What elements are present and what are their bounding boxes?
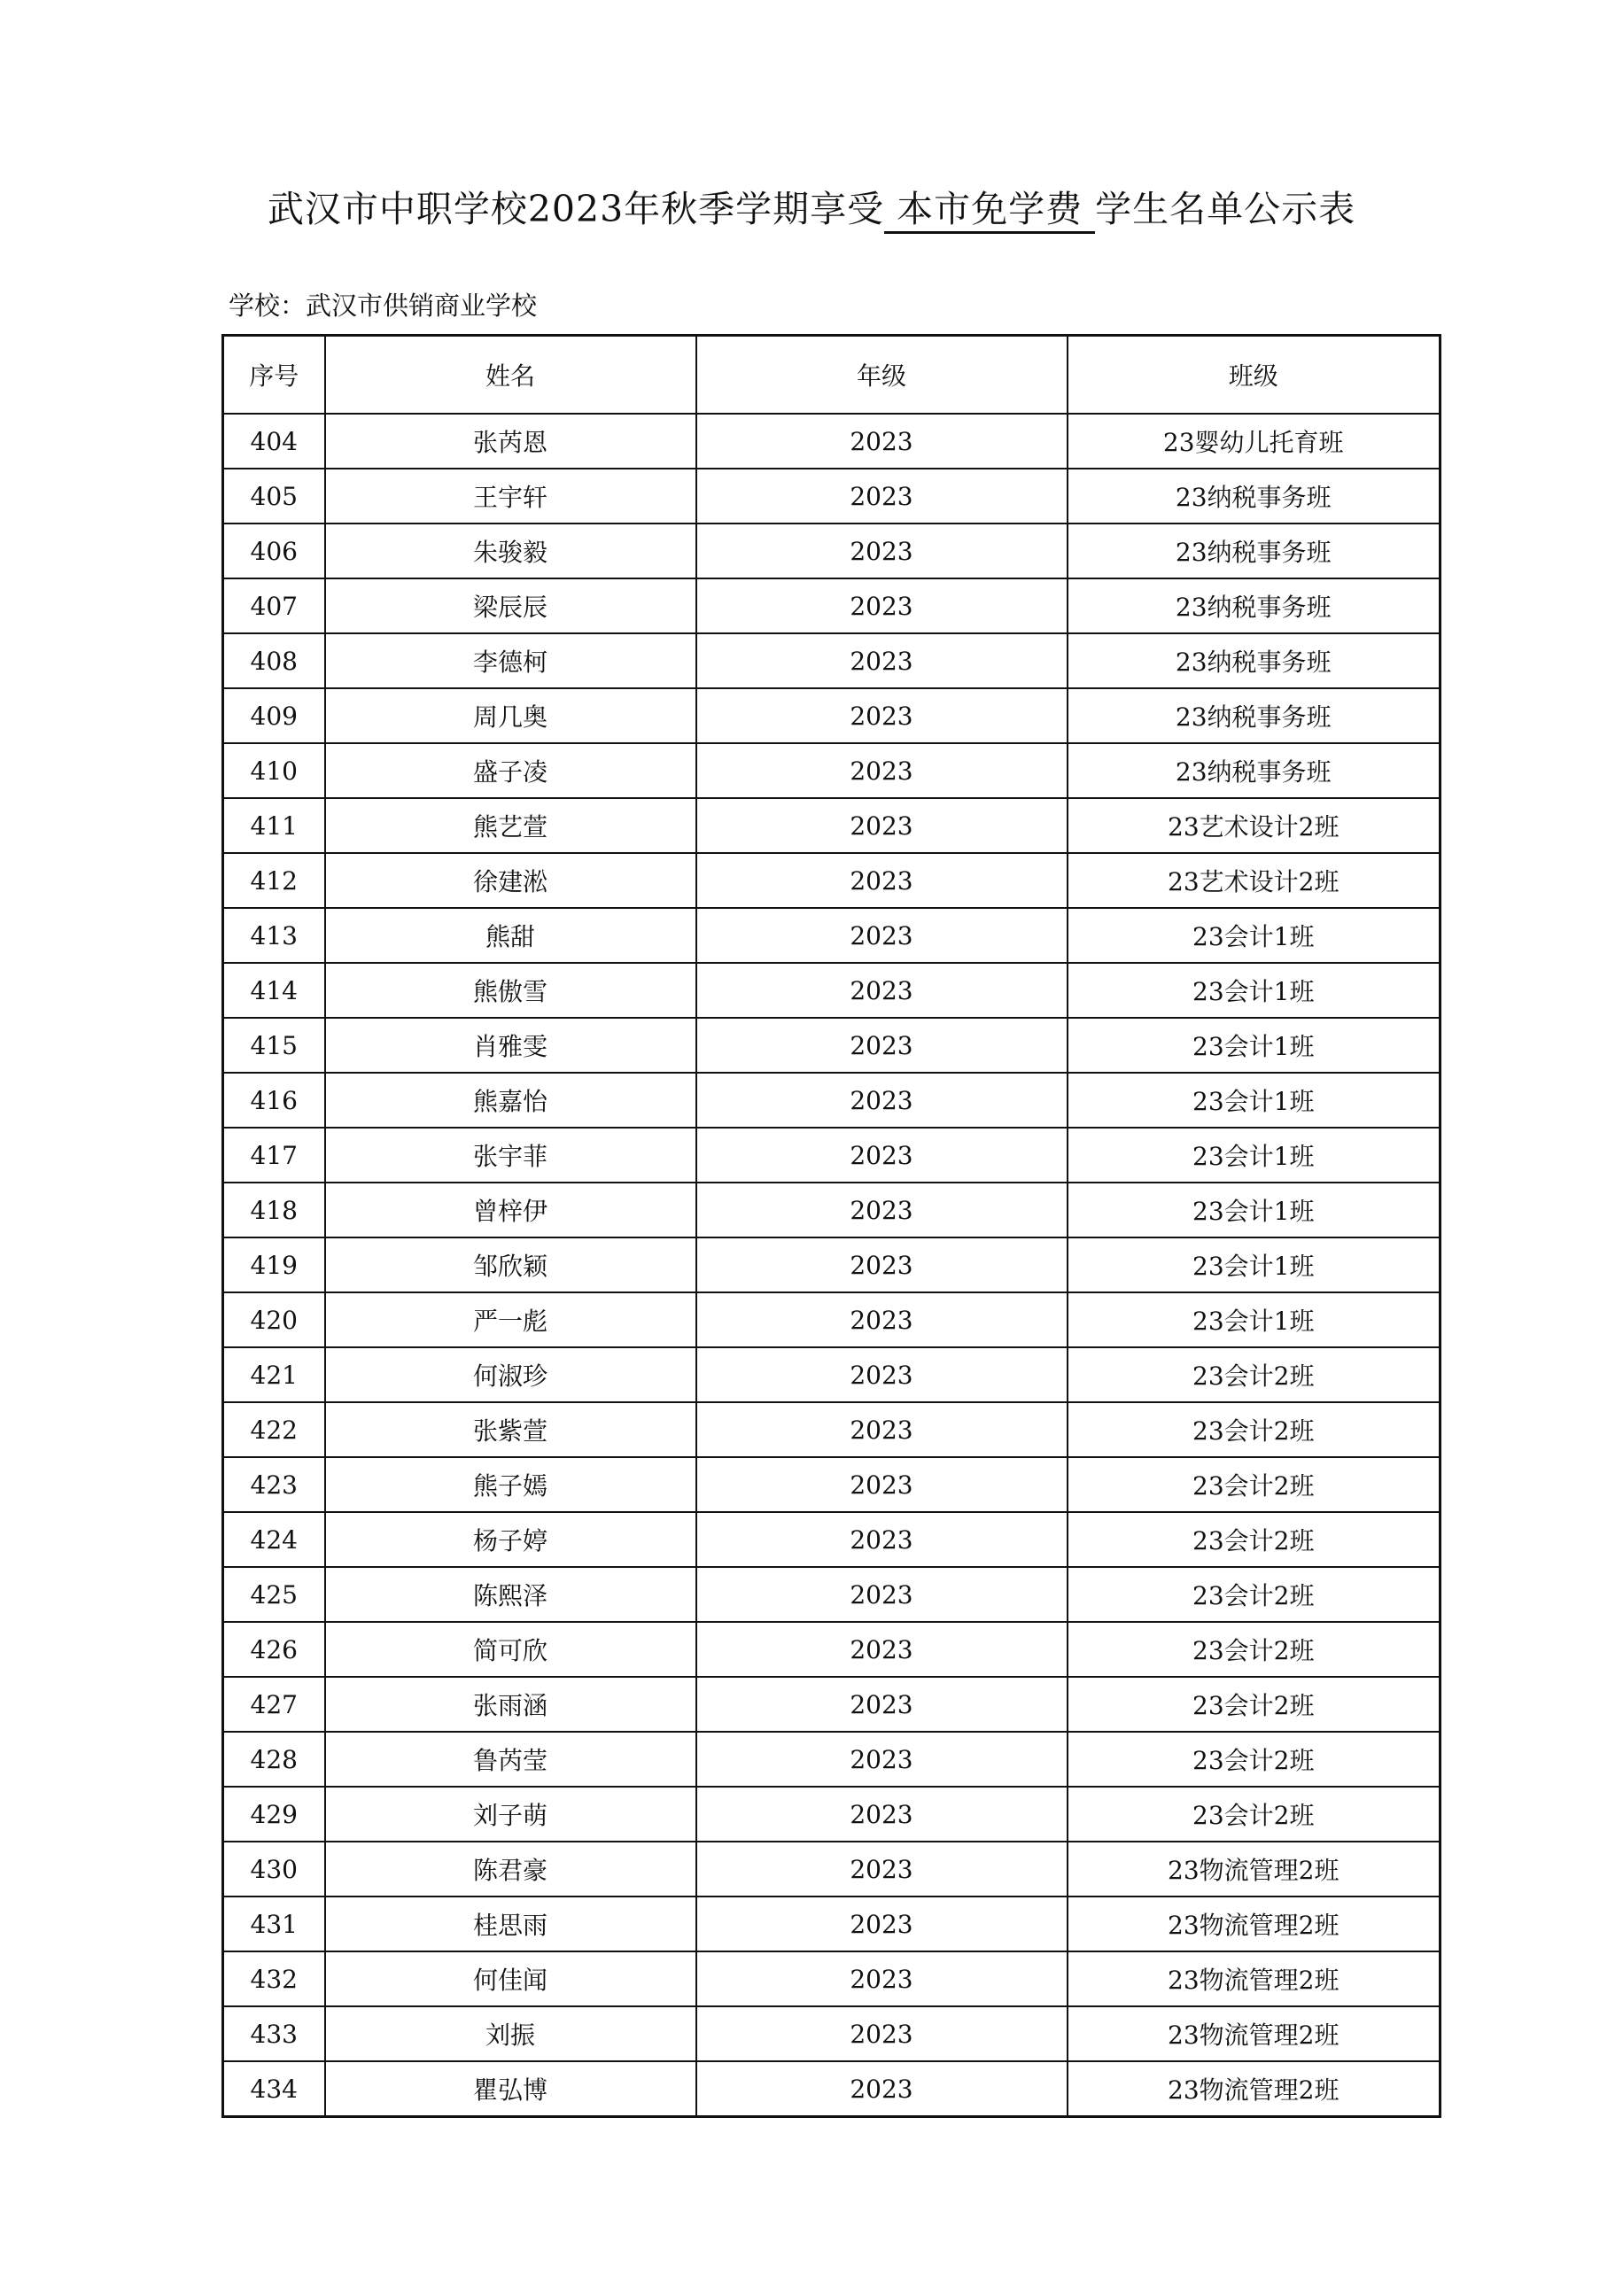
cell-grade: 2023 xyxy=(696,1347,1068,1402)
cell-class: 23会计2班 xyxy=(1068,1402,1441,1457)
cell-class: 23物流管理2班 xyxy=(1068,2006,1441,2061)
table-row xyxy=(223,1732,1441,1787)
table-row xyxy=(223,1018,1441,1073)
cell-grade: 2023 xyxy=(696,1897,1068,1951)
cell-class: 23物流管理2班 xyxy=(1068,1897,1441,1951)
cell-grade: 2023 xyxy=(696,2061,1068,2117)
table-row xyxy=(223,2061,1441,2117)
cell-name: 熊傲雪 xyxy=(325,963,696,1018)
cell-seq: 420 xyxy=(223,1292,325,1347)
cell-grade: 2023 xyxy=(696,688,1068,743)
cell-seq: 407 xyxy=(223,578,325,633)
cell-grade: 2023 xyxy=(696,2006,1068,2061)
cell-grade: 2023 xyxy=(696,1787,1068,1842)
cell-name: 桂思雨 xyxy=(325,1897,696,1951)
cell-grade: 2023 xyxy=(696,578,1068,633)
cell-grade: 2023 xyxy=(696,1073,1068,1128)
cell-name: 张紫萱 xyxy=(325,1402,696,1457)
cell-seq: 431 xyxy=(223,1897,325,1951)
header-seq: 序号 xyxy=(223,336,325,415)
cell-name: 张芮恩 xyxy=(325,414,696,469)
cell-seq: 434 xyxy=(223,2061,325,2117)
table-row xyxy=(223,798,1441,853)
cell-name: 简可欣 xyxy=(325,1622,696,1677)
cell-name: 杨子婷 xyxy=(325,1512,696,1567)
table-row xyxy=(223,1128,1441,1183)
cell-grade: 2023 xyxy=(696,853,1068,908)
cell-grade: 2023 xyxy=(696,743,1068,798)
cell-class: 23会计2班 xyxy=(1068,1732,1441,1787)
cell-seq: 413 xyxy=(223,908,325,963)
cell-name: 刘子萌 xyxy=(325,1787,696,1842)
school-name: 武汉市供销商业学校 xyxy=(306,291,538,321)
cell-name: 严一彪 xyxy=(325,1292,696,1347)
cell-grade: 2023 xyxy=(696,1402,1068,1457)
cell-class: 23会计1班 xyxy=(1068,1018,1441,1073)
cell-name: 张雨涵 xyxy=(325,1677,696,1732)
cell-grade: 2023 xyxy=(696,1951,1068,2006)
cell-name: 李德柯 xyxy=(325,633,696,688)
cell-class: 23纳税事务班 xyxy=(1068,524,1441,578)
cell-grade: 2023 xyxy=(696,414,1068,469)
table-row xyxy=(223,1237,1441,1292)
table-row xyxy=(223,853,1441,908)
cell-seq: 409 xyxy=(223,688,325,743)
cell-name: 鲁芮莹 xyxy=(325,1732,696,1787)
table-row xyxy=(223,469,1441,524)
cell-class: 23会计1班 xyxy=(1068,908,1441,963)
cell-class: 23艺术设计2班 xyxy=(1068,853,1441,908)
cell-class: 23纳税事务班 xyxy=(1068,469,1441,524)
cell-seq: 410 xyxy=(223,743,325,798)
cell-class: 23艺术设计2班 xyxy=(1068,798,1441,853)
cell-seq: 430 xyxy=(223,1842,325,1897)
cell-name: 邹欣颖 xyxy=(325,1237,696,1292)
cell-seq: 422 xyxy=(223,1402,325,1457)
cell-name: 熊艺萱 xyxy=(325,798,696,853)
cell-grade: 2023 xyxy=(696,1183,1068,1237)
cell-name: 刘振 xyxy=(325,2006,696,2061)
table-row xyxy=(223,1073,1441,1128)
cell-grade: 2023 xyxy=(696,469,1068,524)
cell-class: 23纳税事务班 xyxy=(1068,743,1441,798)
cell-name: 熊嘉怡 xyxy=(325,1073,696,1128)
table-row xyxy=(223,1622,1441,1677)
school-line xyxy=(229,288,537,323)
cell-seq: 426 xyxy=(223,1622,325,1677)
cell-seq: 416 xyxy=(223,1073,325,1128)
table-row xyxy=(223,2006,1441,2061)
cell-seq: 419 xyxy=(223,1237,325,1292)
school-label: 学校： xyxy=(229,291,307,321)
cell-grade: 2023 xyxy=(696,1018,1068,1073)
cell-seq: 427 xyxy=(223,1677,325,1732)
cell-name: 瞿弘博 xyxy=(325,2061,696,2117)
cell-grade: 2023 xyxy=(696,633,1068,688)
cell-class: 23会计1班 xyxy=(1068,1237,1441,1292)
table-row xyxy=(223,1842,1441,1897)
cell-seq: 429 xyxy=(223,1787,325,1842)
cell-class: 23会计1班 xyxy=(1068,963,1441,1018)
cell-grade: 2023 xyxy=(696,1732,1068,1787)
cell-class: 23纳税事务班 xyxy=(1068,633,1441,688)
cell-class: 23会计1班 xyxy=(1068,1292,1441,1347)
cell-name: 梁辰辰 xyxy=(325,578,696,633)
cell-seq: 433 xyxy=(223,2006,325,2061)
header-class: 班级 xyxy=(1068,336,1441,415)
cell-seq: 404 xyxy=(223,414,325,469)
cell-grade: 2023 xyxy=(696,1128,1068,1183)
table-row xyxy=(223,688,1441,743)
table-row xyxy=(223,414,1441,469)
title-suffix: 学生名单公示表 xyxy=(1095,188,1356,230)
cell-class: 23会计2班 xyxy=(1068,1512,1441,1567)
table-body xyxy=(223,414,1441,2117)
table-row xyxy=(223,1567,1441,1622)
cell-seq: 417 xyxy=(223,1128,325,1183)
table-row xyxy=(223,1402,1441,1457)
cell-grade: 2023 xyxy=(696,1567,1068,1622)
cell-class: 23物流管理2班 xyxy=(1068,2061,1441,2117)
cell-name: 盛子凌 xyxy=(325,743,696,798)
cell-name: 曾梓伊 xyxy=(325,1183,696,1237)
cell-seq: 425 xyxy=(223,1567,325,1622)
cell-seq: 411 xyxy=(223,798,325,853)
cell-class: 23会计2班 xyxy=(1068,1567,1441,1622)
cell-class: 23会计2班 xyxy=(1068,1677,1441,1732)
cell-grade: 2023 xyxy=(696,908,1068,963)
table-row xyxy=(223,1183,1441,1237)
cell-grade: 2023 xyxy=(696,1237,1068,1292)
cell-name: 周几奥 xyxy=(325,688,696,743)
cell-name: 王宇轩 xyxy=(325,469,696,524)
cell-seq: 412 xyxy=(223,853,325,908)
cell-class: 23物流管理2班 xyxy=(1068,1951,1441,2006)
cell-class: 23会计1班 xyxy=(1068,1073,1441,1128)
cell-seq: 428 xyxy=(223,1732,325,1787)
cell-class: 23会计1班 xyxy=(1068,1128,1441,1183)
cell-class: 23纳税事务班 xyxy=(1068,578,1441,633)
table-row xyxy=(223,1457,1441,1512)
cell-grade: 2023 xyxy=(696,1677,1068,1732)
cell-seq: 415 xyxy=(223,1018,325,1073)
cell-grade: 2023 xyxy=(696,1842,1068,1897)
cell-seq: 421 xyxy=(223,1347,325,1402)
table-row xyxy=(223,1897,1441,1951)
cell-seq: 432 xyxy=(223,1951,325,2006)
cell-grade: 2023 xyxy=(696,963,1068,1018)
table-row xyxy=(223,633,1441,688)
table-row xyxy=(223,578,1441,633)
cell-seq: 408 xyxy=(223,633,325,688)
table-header-row xyxy=(223,336,1441,415)
table-row xyxy=(223,1292,1441,1347)
cell-name: 肖雅雯 xyxy=(325,1018,696,1073)
cell-class: 23会计2班 xyxy=(1068,1457,1441,1512)
cell-class: 23会计2班 xyxy=(1068,1347,1441,1402)
cell-seq: 424 xyxy=(223,1512,325,1567)
table-row xyxy=(223,1347,1441,1402)
cell-grade: 2023 xyxy=(696,798,1068,853)
cell-grade: 2023 xyxy=(696,1622,1068,1677)
title-underlined-fee-type: 本市免学费 xyxy=(884,187,1095,234)
cell-name: 陈熙泽 xyxy=(325,1567,696,1622)
table-row xyxy=(223,743,1441,798)
cell-name: 张宇菲 xyxy=(325,1128,696,1183)
table-row xyxy=(223,1677,1441,1732)
cell-name: 何淑珍 xyxy=(325,1347,696,1402)
cell-name: 朱骏毅 xyxy=(325,524,696,578)
cell-class: 23婴幼儿托育班 xyxy=(1068,414,1441,469)
page-title xyxy=(0,184,1623,234)
table-row xyxy=(223,908,1441,963)
cell-seq: 406 xyxy=(223,524,325,578)
cell-class: 23物流管理2班 xyxy=(1068,1842,1441,1897)
table-row xyxy=(223,963,1441,1018)
cell-name: 熊甜 xyxy=(325,908,696,963)
title-prefix: 武汉市中职学校2023年秋季学期享受 xyxy=(267,188,885,230)
cell-seq: 405 xyxy=(223,469,325,524)
cell-grade: 2023 xyxy=(696,524,1068,578)
cell-class: 23纳税事务班 xyxy=(1068,688,1441,743)
cell-grade: 2023 xyxy=(696,1292,1068,1347)
cell-class: 23会计2班 xyxy=(1068,1787,1441,1842)
table-row xyxy=(223,524,1441,578)
table-row xyxy=(223,1512,1441,1567)
cell-name: 熊子嫣 xyxy=(325,1457,696,1512)
cell-name: 陈君豪 xyxy=(325,1842,696,1897)
cell-name: 何佳闻 xyxy=(325,1951,696,2006)
cell-name: 徐建淞 xyxy=(325,853,696,908)
cell-grade: 2023 xyxy=(696,1457,1068,1512)
table-row xyxy=(223,1787,1441,1842)
table-row xyxy=(223,1951,1441,2006)
cell-seq: 414 xyxy=(223,963,325,1018)
cell-grade: 2023 xyxy=(696,1512,1068,1567)
cell-class: 23会计1班 xyxy=(1068,1183,1441,1237)
cell-seq: 423 xyxy=(223,1457,325,1512)
cell-seq: 418 xyxy=(223,1183,325,1237)
header-name: 姓名 xyxy=(325,336,696,415)
header-grade: 年级 xyxy=(696,336,1068,415)
student-roster-table xyxy=(221,334,1441,2118)
cell-class: 23会计2班 xyxy=(1068,1622,1441,1677)
